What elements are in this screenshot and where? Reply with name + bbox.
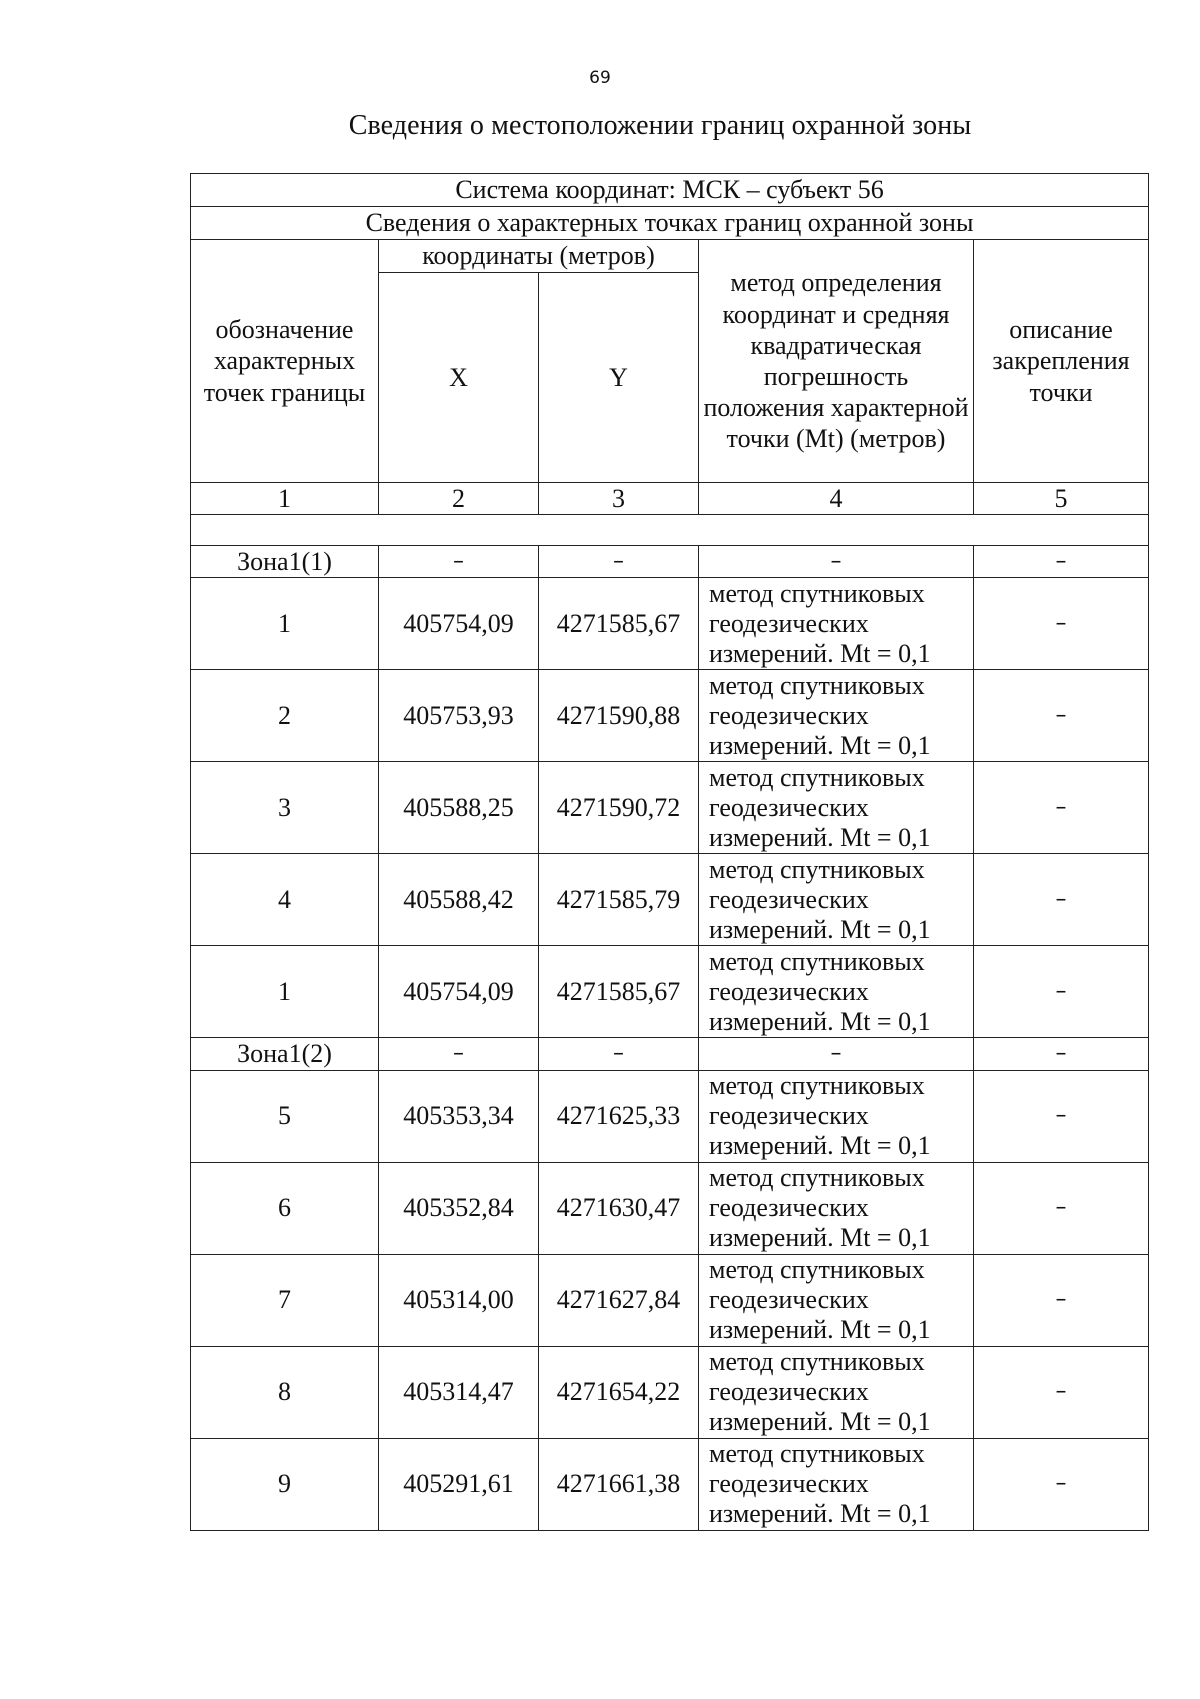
point-x: 405291,61 (379, 1438, 539, 1530)
column-number: 3 (539, 483, 699, 515)
header-fixing: описание закрепления точки (974, 240, 1149, 483)
point-y: 4271585,67 (539, 946, 699, 1038)
table-row (191, 1438, 1149, 1530)
point-id: 9 (191, 1438, 379, 1530)
point-id: 8 (191, 1346, 379, 1438)
spacer-row (191, 515, 1149, 546)
point-method: метод спутниковых геодезических измерений. Mt = 0,1 (699, 1438, 974, 1530)
point-fixing: – (974, 1438, 1149, 1530)
spacer-cell (191, 515, 1149, 546)
document-title: Сведения о местоположении границ охранной зоны (348, 110, 972, 141)
point-fixing: – (974, 1070, 1149, 1162)
point-method: метод спутниковых геодезических измерений. Mt = 0,1 (699, 1346, 974, 1438)
table-row (191, 1346, 1149, 1438)
page-number: 69 (589, 68, 611, 88)
table-row (191, 578, 1149, 670)
point-id: 4 (191, 854, 379, 946)
point-method: метод спутниковых геодезических измерений. Mt = 0,1 (699, 762, 974, 854)
point-x: 405352,84 (379, 1162, 539, 1254)
point-method: метод спутниковых геодезических измерений. Mt = 0,1 (699, 854, 974, 946)
point-id: 1 (191, 578, 379, 670)
point-method: метод спутниковых геодезических измерений. Mt = 0,1 (699, 1254, 974, 1346)
point-method: метод спутниковых геодезических измерений. Mt = 0,1 (699, 578, 974, 670)
point-id: 2 (191, 670, 379, 762)
point-fixing: – (974, 946, 1149, 1038)
zone-row (191, 546, 1149, 578)
table-row (191, 762, 1149, 854)
zone-dash: – (379, 546, 539, 578)
point-y: 4271585,67 (539, 578, 699, 670)
point-y: 4271585,79 (539, 854, 699, 946)
table-row (191, 854, 1149, 946)
coordinate-system: Система координат: МСК – субъект 56 (191, 174, 1149, 207)
zone-name: Зона1(1) (191, 546, 379, 578)
zone-dash: – (379, 1038, 539, 1070)
point-fixing: – (974, 1254, 1149, 1346)
point-y: 4271661,38 (539, 1438, 699, 1530)
point-fixing: – (974, 1346, 1149, 1438)
point-method: метод спутниковых геодезических измерений. Mt = 0,1 (699, 946, 974, 1038)
point-fixing: – (974, 578, 1149, 670)
table-row (191, 1254, 1149, 1346)
header-method: метод определения координат и средняя квадратическая погрешность положения характерной точки (Mt) (метров) (699, 240, 974, 483)
zone-dash: – (699, 546, 974, 578)
point-y: 4271590,88 (539, 670, 699, 762)
point-y: 4271625,33 (539, 1070, 699, 1162)
point-id: 5 (191, 1070, 379, 1162)
point-id: 6 (191, 1162, 379, 1254)
table-row (191, 1070, 1149, 1162)
table-row (191, 1162, 1149, 1254)
table-row (191, 670, 1149, 762)
zone-dash: – (699, 1038, 974, 1070)
point-y: 4271590,72 (539, 762, 699, 854)
column-number: 1 (191, 483, 379, 515)
column-number: 5 (974, 483, 1149, 515)
point-x: 405588,25 (379, 762, 539, 854)
point-id: 7 (191, 1254, 379, 1346)
coordinates-table (190, 173, 1149, 1531)
point-fixing: – (974, 762, 1149, 854)
zone-dash: – (974, 546, 1149, 578)
point-x: 405314,00 (379, 1254, 539, 1346)
zone-row (191, 1038, 1149, 1070)
point-method: метод спутниковых геодезических измерений. Mt = 0,1 (699, 670, 974, 762)
point-fixing: – (974, 854, 1149, 946)
point-y: 4271627,84 (539, 1254, 699, 1346)
point-x: 405753,93 (379, 670, 539, 762)
point-id: 1 (191, 946, 379, 1038)
point-method: метод спутниковых геодезических измерений. Mt = 0,1 (699, 1162, 974, 1254)
point-method: метод спутниковых геодезических измерений. Mt = 0,1 (699, 1070, 974, 1162)
point-x: 405588,42 (379, 854, 539, 946)
zone-name: Зона1(2) (191, 1038, 379, 1070)
header-x: X (379, 273, 539, 483)
header-y: Y (539, 273, 699, 483)
point-x: 405314,47 (379, 1346, 539, 1438)
point-id: 3 (191, 762, 379, 854)
point-y: 4271630,47 (539, 1162, 699, 1254)
table-subtitle: Сведения о характерных точках границ охранной зоны (191, 207, 1149, 240)
zone-dash: – (974, 1038, 1149, 1070)
header-coordinates: координаты (метров) (379, 240, 699, 273)
zone-dash: – (539, 546, 699, 578)
table-row (191, 946, 1149, 1038)
zone-dash: – (539, 1038, 699, 1070)
column-number: 2 (379, 483, 539, 515)
column-number: 4 (699, 483, 974, 515)
point-fixing: – (974, 1162, 1149, 1254)
point-x: 405754,09 (379, 578, 539, 670)
point-fixing: – (974, 670, 1149, 762)
header-point-designation: обозначение характерных точек границы (191, 240, 379, 483)
point-y: 4271654,22 (539, 1346, 699, 1438)
point-x: 405754,09 (379, 946, 539, 1038)
point-x: 405353,34 (379, 1070, 539, 1162)
